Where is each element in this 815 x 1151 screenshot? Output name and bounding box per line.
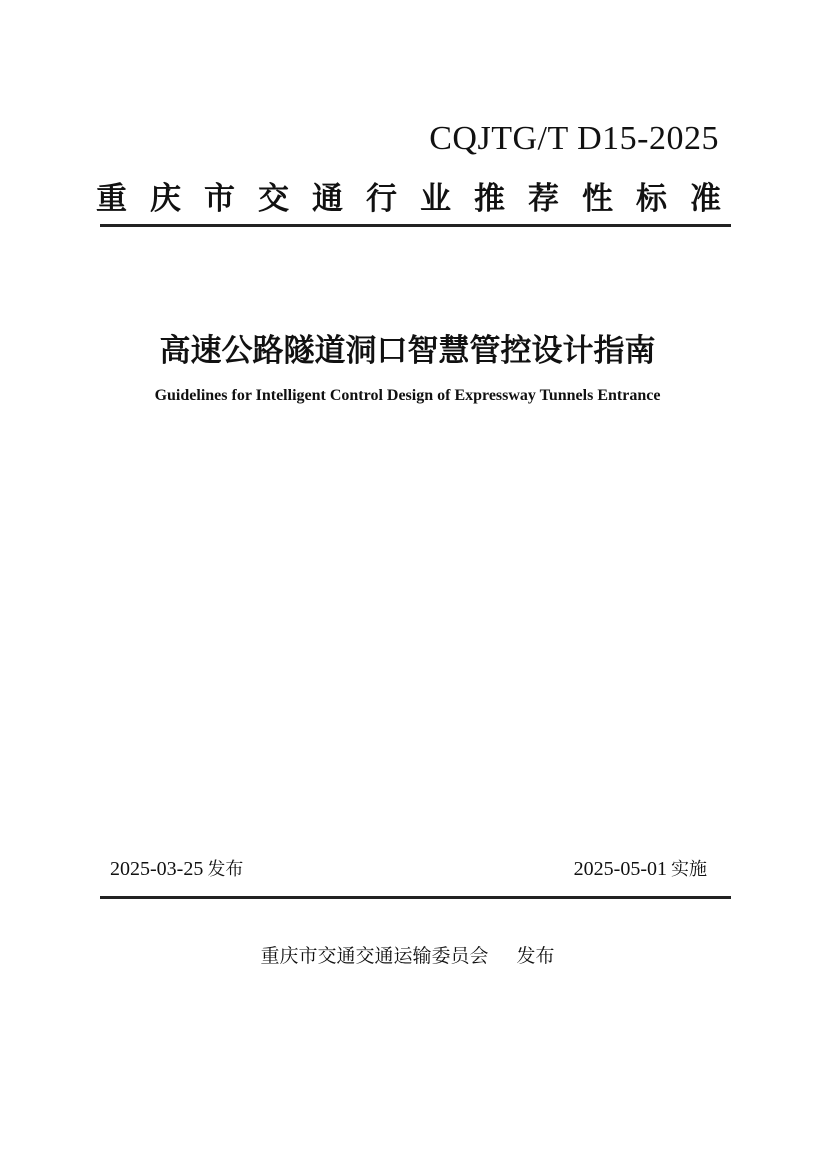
top-divider	[100, 224, 731, 227]
standard-type-char: 行	[366, 180, 397, 217]
standard-type-char: 庆	[150, 180, 181, 217]
issue-date-label: 发布	[207, 859, 244, 880]
standard-type-char: 市	[204, 180, 235, 217]
standard-type-char: 交	[258, 180, 289, 217]
publisher-action: 发布	[516, 945, 555, 967]
bottom-divider	[100, 896, 731, 899]
implementation-date	[574, 855, 707, 881]
standard-type-heading	[96, 172, 721, 218]
standard-type-char: 性	[582, 180, 613, 217]
standard-code: CQJTG/T D15-2025	[429, 120, 719, 157]
document-title-english: Guidelines for Intelligent Control Design of Expressway Tunnels Entrance	[154, 387, 661, 404]
standard-type-char: 业	[420, 180, 451, 217]
implementation-date-value: 2025-05-01	[573, 858, 667, 880]
implementation-date-label: 实施	[671, 859, 707, 880]
standard-type-char: 推	[474, 180, 505, 217]
standard-type-char: 重	[96, 180, 127, 217]
standard-type-char: 准	[690, 180, 721, 217]
standard-type-char: 荐	[528, 180, 559, 217]
publisher-line	[0, 941, 815, 968]
document-title-chinese: 高速公路隧道洞口智慧管控设计指南	[159, 333, 656, 369]
issue-date-value: 2025-03-25	[110, 858, 204, 880]
issue-date	[110, 855, 243, 881]
standard-type-char: 标	[636, 180, 667, 217]
standard-type-char: 通	[312, 180, 343, 217]
publisher-name: 重庆市交通交通运输委员会	[260, 945, 489, 967]
